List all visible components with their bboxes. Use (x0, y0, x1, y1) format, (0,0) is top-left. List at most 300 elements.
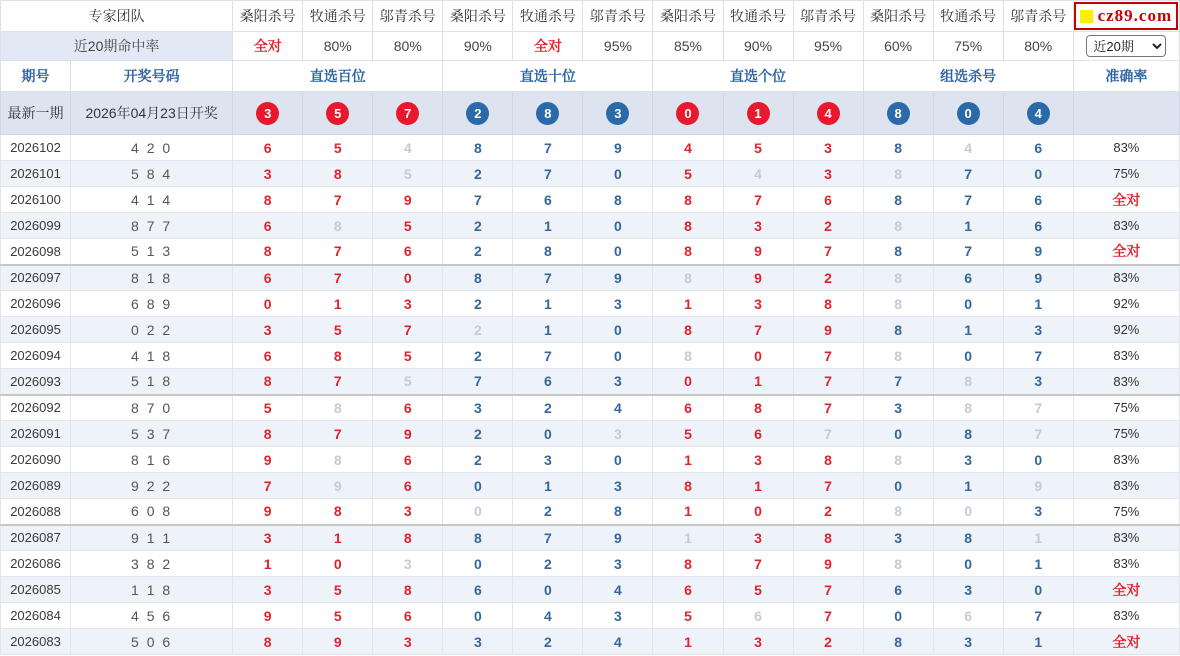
kill-number-cell: 1 (933, 317, 1003, 343)
kill-number-cell: 3 (933, 577, 1003, 603)
table-row (1, 447, 1180, 473)
kill-number-cell: 8 (653, 187, 723, 213)
accuracy-cell: 全对 (1073, 239, 1179, 265)
kill-number-cell: 8 (233, 629, 303, 655)
hit-rate-value: 60% (863, 32, 933, 61)
hit-rate-value: 80% (1003, 32, 1073, 61)
kill-number-cell: 6 (513, 369, 583, 395)
kill-number-cell: 8 (303, 343, 373, 369)
table-row (1, 629, 1180, 655)
kill-number-cell: 0 (443, 551, 513, 577)
kill-number-cell: 6 (1003, 213, 1073, 239)
accuracy-cell: 全对 (1073, 187, 1179, 213)
kill-number-cell: 4 (723, 161, 793, 187)
kill-number-cell: 0 (583, 343, 653, 369)
kill-number-cell: 8 (653, 343, 723, 369)
kill-number-cell: 5 (653, 161, 723, 187)
latest-ball-cell (373, 92, 443, 135)
kill-number-cell: 0 (233, 291, 303, 317)
draw-numbers-cell: 8 7 7 (71, 213, 233, 239)
period-cell: 2026084 (1, 603, 71, 629)
period-cell: 2026087 (1, 525, 71, 551)
kill-number-cell: 0 (513, 577, 583, 603)
latest-ball-cell (233, 92, 303, 135)
kill-number-cell: 8 (933, 525, 1003, 551)
kill-number-cell: 2 (513, 629, 583, 655)
kill-number-cell: 0 (583, 213, 653, 239)
kill-number-cell: 3 (233, 577, 303, 603)
kill-number-cell: 2 (443, 421, 513, 447)
logo-yellow-square-icon (1080, 10, 1093, 23)
kill-number-cell: 3 (583, 603, 653, 629)
kill-number-cell: 4 (513, 603, 583, 629)
kill-number-cell: 8 (513, 239, 583, 265)
kill-number-cell: 1 (513, 213, 583, 239)
kill-number-cell: 0 (863, 603, 933, 629)
kill-number-cell: 0 (723, 343, 793, 369)
kill-number-cell: 6 (1003, 135, 1073, 161)
kill-number-cell: 9 (373, 421, 443, 447)
section-units: 直选个位 (653, 61, 863, 92)
draw-numbers-cell: 5 3 7 (71, 421, 233, 447)
kill-number-cell: 7 (303, 369, 373, 395)
accuracy-cell: 75% (1073, 499, 1179, 525)
kill-number-cell: 9 (723, 239, 793, 265)
kill-number-cell: 8 (863, 265, 933, 291)
kill-number-cell: 8 (933, 369, 1003, 395)
kill-number-cell: 1 (1003, 551, 1073, 577)
kill-number-cell: 1 (233, 551, 303, 577)
kill-number-cell: 7 (793, 603, 863, 629)
kill-number-cell: 1 (1003, 629, 1073, 655)
latest-ball-cell (1003, 92, 1073, 135)
period-cell: 2026099 (1, 213, 71, 239)
kill-number-cell: 8 (443, 525, 513, 551)
draw-numbers-cell: 8 1 6 (71, 447, 233, 473)
draw-numbers-cell: 5 8 4 (71, 161, 233, 187)
kill-number-cell: 9 (233, 603, 303, 629)
expert-column-header: 牧通杀号 (933, 1, 1003, 32)
latest-ball-cell (723, 92, 793, 135)
kill-number-cell: 2 (793, 213, 863, 239)
kill-number-cell: 5 (303, 135, 373, 161)
hit-rate-value: 95% (583, 32, 653, 61)
period-cell: 2026085 (1, 577, 71, 603)
draw-ball: 3 (606, 102, 629, 125)
expert-team-label: 专家团队 (1, 1, 233, 32)
kill-number-cell: 9 (1003, 473, 1073, 499)
table-row (1, 551, 1180, 577)
accuracy-cell: 83% (1073, 135, 1179, 161)
kill-number-cell: 5 (303, 577, 373, 603)
kill-number-cell: 8 (863, 343, 933, 369)
kill-number-cell: 0 (303, 551, 373, 577)
kill-number-cell: 8 (233, 239, 303, 265)
kill-number-cell: 3 (373, 499, 443, 525)
accuracy-cell: 83% (1073, 473, 1179, 499)
kill-number-cell: 8 (653, 213, 723, 239)
kill-number-cell: 7 (793, 239, 863, 265)
kill-number-cell: 6 (373, 239, 443, 265)
period-cell: 2026088 (1, 499, 71, 525)
kill-number-cell: 8 (863, 135, 933, 161)
table-row (1, 369, 1180, 395)
kill-number-cell: 9 (793, 317, 863, 343)
table-row (1, 187, 1180, 213)
kill-number-cell: 1 (723, 369, 793, 395)
draw-ball: 8 (887, 102, 910, 125)
table-row (1, 265, 1180, 291)
draw-numbers-cell: 3 8 2 (71, 551, 233, 577)
kill-number-cell: 0 (583, 447, 653, 473)
kill-number-cell: 0 (443, 499, 513, 525)
table-row (1, 395, 1180, 421)
kill-number-cell: 2 (443, 317, 513, 343)
hit-rate-value: 95% (793, 32, 863, 61)
kill-number-cell: 8 (303, 395, 373, 421)
period-range-select[interactable] (1086, 35, 1166, 57)
draw-ball: 0 (676, 102, 699, 125)
kill-number-cell: 7 (513, 343, 583, 369)
site-logo[interactable] (1074, 2, 1178, 30)
kill-number-cell: 7 (933, 187, 1003, 213)
kill-number-cell: 5 (303, 603, 373, 629)
kill-number-cell: 5 (373, 369, 443, 395)
kill-number-cell: 7 (303, 239, 373, 265)
kill-number-cell: 8 (723, 395, 793, 421)
kill-number-cell: 6 (653, 395, 723, 421)
accuracy-cell: 全对 (1073, 629, 1179, 655)
kill-number-cell: 8 (303, 213, 373, 239)
period-cell: 2026094 (1, 343, 71, 369)
draw-numbers-cell: 6 8 9 (71, 291, 233, 317)
kill-number-cell: 8 (793, 291, 863, 317)
latest-ball-cell (653, 92, 723, 135)
period-cell: 2026086 (1, 551, 71, 577)
kill-number-cell: 7 (933, 239, 1003, 265)
kill-number-cell: 7 (233, 473, 303, 499)
kill-number-cell: 3 (793, 135, 863, 161)
kill-number-cell: 6 (373, 473, 443, 499)
kill-number-cell: 1 (653, 629, 723, 655)
accuracy-cell: 75% (1073, 161, 1179, 187)
kill-number-cell: 6 (373, 395, 443, 421)
expert-column-header: 牧通杀号 (723, 1, 793, 32)
kill-number-cell: 8 (863, 187, 933, 213)
kill-number-cell: 2 (443, 213, 513, 239)
kill-number-cell: 1 (303, 291, 373, 317)
kill-number-cell: 3 (373, 629, 443, 655)
kill-number-cell: 3 (793, 161, 863, 187)
kill-number-cell: 7 (793, 343, 863, 369)
kill-number-cell: 3 (373, 551, 443, 577)
kill-number-cell: 7 (793, 473, 863, 499)
kill-number-cell: 8 (653, 265, 723, 291)
latest-ball-cell (933, 92, 1003, 135)
kill-number-cell: 7 (1003, 603, 1073, 629)
accuracy-cell: 75% (1073, 395, 1179, 421)
kill-number-cell: 6 (933, 603, 1003, 629)
kill-number-cell: 7 (793, 577, 863, 603)
kill-number-cell: 3 (233, 161, 303, 187)
kill-number-cell: 3 (723, 213, 793, 239)
kill-number-cell: 8 (863, 239, 933, 265)
accuracy-cell: 83% (1073, 525, 1179, 551)
period-cell: 2026100 (1, 187, 71, 213)
kill-number-cell: 8 (303, 161, 373, 187)
kill-number-cell: 7 (793, 395, 863, 421)
kill-number-cell: 4 (583, 577, 653, 603)
kill-number-cell: 3 (723, 525, 793, 551)
kill-number-cell: 5 (653, 603, 723, 629)
kill-number-cell: 9 (303, 629, 373, 655)
kill-number-cell: 1 (653, 499, 723, 525)
kill-number-cell: 2 (793, 499, 863, 525)
draw-numbers-cell: 6 0 8 (71, 499, 233, 525)
latest-ball-cell (303, 92, 373, 135)
table-row (1, 213, 1180, 239)
period-cell: 2026098 (1, 239, 71, 265)
expert-column-header: 桑阳杀号 (233, 1, 303, 32)
latest-draw-date: 2026年04月23日开奖 (71, 92, 233, 135)
draw-ball: 1 (747, 102, 770, 125)
period-cell: 2026091 (1, 421, 71, 447)
kill-number-cell: 7 (303, 265, 373, 291)
kill-number-cell: 7 (513, 265, 583, 291)
kill-number-cell: 9 (723, 265, 793, 291)
kill-number-cell: 1 (933, 213, 1003, 239)
kill-number-cell: 8 (793, 525, 863, 551)
hit-rate-row (1, 32, 1180, 61)
kill-number-cell: 9 (303, 473, 373, 499)
hit-rate-value: 80% (373, 32, 443, 61)
kill-number-cell: 2 (793, 629, 863, 655)
table-row (1, 343, 1180, 369)
kill-number-cell: 9 (583, 265, 653, 291)
kill-number-cell: 9 (583, 525, 653, 551)
accuracy-cell: 92% (1073, 291, 1179, 317)
expert-column-header: 邬青杀号 (793, 1, 863, 32)
kill-number-cell: 3 (723, 447, 793, 473)
latest-ball-cell (863, 92, 933, 135)
kill-number-cell: 8 (233, 421, 303, 447)
draw-ball: 7 (396, 102, 419, 125)
hit-rate-value: 90% (723, 32, 793, 61)
table-row (1, 291, 1180, 317)
kill-number-cell: 2 (443, 239, 513, 265)
kill-number-cell: 6 (373, 447, 443, 473)
table-row (1, 525, 1180, 551)
draw-numbers-cell: 0 2 2 (71, 317, 233, 343)
kill-number-cell: 7 (513, 135, 583, 161)
table-row (1, 421, 1180, 447)
kill-number-cell: 6 (443, 577, 513, 603)
kill-number-cell: 8 (303, 447, 373, 473)
draw-ball: 0 (957, 102, 980, 125)
kill-number-cell: 9 (233, 447, 303, 473)
kill-number-cell: 3 (1003, 369, 1073, 395)
kill-number-cell: 6 (863, 577, 933, 603)
kill-number-cell: 7 (793, 421, 863, 447)
latest-ball-cell (583, 92, 653, 135)
draw-numbers-cell: 1 1 8 (71, 577, 233, 603)
col-header-period: 期号 (1, 61, 71, 92)
kill-number-cell: 7 (863, 369, 933, 395)
kill-number-cell: 3 (723, 629, 793, 655)
period-cell: 2026096 (1, 291, 71, 317)
kill-number-cell: 3 (933, 447, 1003, 473)
kill-number-cell: 9 (233, 499, 303, 525)
table-row (1, 499, 1180, 525)
col-header-numbers: 开奖号码 (71, 61, 233, 92)
kill-number-cell: 2 (513, 551, 583, 577)
kill-number-cell: 7 (1003, 343, 1073, 369)
kill-number-cell: 8 (863, 447, 933, 473)
kill-number-cell: 9 (1003, 239, 1073, 265)
hit-rate-value: 全对 (233, 32, 303, 61)
period-cell: 2026102 (1, 135, 71, 161)
section-tens: 直选十位 (443, 61, 653, 92)
kill-number-cell: 7 (443, 187, 513, 213)
kill-number-cell: 9 (583, 135, 653, 161)
kill-number-cell: 5 (653, 421, 723, 447)
kill-number-cell: 8 (373, 525, 443, 551)
kill-number-cell: 7 (793, 369, 863, 395)
kill-number-cell: 0 (443, 603, 513, 629)
kill-number-cell: 3 (863, 395, 933, 421)
latest-ball-cell (513, 92, 583, 135)
kill-number-cell: 4 (933, 135, 1003, 161)
kill-number-cell: 8 (863, 629, 933, 655)
expert-column-header: 桑阳杀号 (443, 1, 513, 32)
draw-ball: 3 (256, 102, 279, 125)
accuracy-cell: 83% (1073, 447, 1179, 473)
kill-number-cell: 3 (1003, 317, 1073, 343)
kill-number-cell: 1 (653, 525, 723, 551)
kill-number-cell: 3 (1003, 499, 1073, 525)
accuracy-cell: 全对 (1073, 577, 1179, 603)
hit-rate-value: 85% (653, 32, 723, 61)
latest-label: 最新一期 (1, 92, 71, 135)
kill-number-cell: 8 (793, 447, 863, 473)
kill-number-cell: 8 (233, 369, 303, 395)
kill-number-cell: 3 (723, 291, 793, 317)
section-group: 组选杀号 (863, 61, 1073, 92)
kill-number-cell: 4 (583, 395, 653, 421)
kill-number-cell: 3 (863, 525, 933, 551)
hit-rate-value: 75% (933, 32, 1003, 61)
table-row (1, 239, 1180, 265)
kill-number-cell: 9 (373, 187, 443, 213)
expert-column-header: 牧通杀号 (513, 1, 583, 32)
kill-number-cell: 6 (233, 135, 303, 161)
kill-number-cell: 9 (793, 551, 863, 577)
kill-number-cell: 3 (933, 629, 1003, 655)
kill-number-cell: 0 (653, 369, 723, 395)
kill-number-cell: 0 (443, 473, 513, 499)
kill-number-cell: 8 (653, 317, 723, 343)
draw-numbers-cell: 9 1 1 (71, 525, 233, 551)
kill-number-cell: 8 (303, 499, 373, 525)
range-select-cell (1073, 32, 1179, 61)
expert-header-row (1, 1, 1180, 32)
kill-number-cell: 8 (863, 317, 933, 343)
kill-number-cell: 8 (443, 265, 513, 291)
expert-column-header: 桑阳杀号 (863, 1, 933, 32)
kill-number-cell: 3 (373, 291, 443, 317)
kill-number-cell: 0 (933, 343, 1003, 369)
kill-number-cell: 1 (513, 317, 583, 343)
kill-number-cell: 0 (1003, 447, 1073, 473)
draw-numbers-cell: 5 1 3 (71, 239, 233, 265)
draw-numbers-cell: 4 1 8 (71, 343, 233, 369)
kill-number-cell: 6 (723, 603, 793, 629)
kill-number-cell: 5 (373, 343, 443, 369)
kill-number-cell: 0 (1003, 161, 1073, 187)
hit-rate-value: 80% (303, 32, 373, 61)
latest-ball-cell (443, 92, 513, 135)
kill-number-cell: 2 (443, 343, 513, 369)
draw-numbers-cell: 4 5 6 (71, 603, 233, 629)
table-row (1, 161, 1180, 187)
accuracy-cell: 75% (1073, 421, 1179, 447)
accuracy-cell: 83% (1073, 551, 1179, 577)
kill-number-cell: 8 (233, 187, 303, 213)
kill-number-cell: 0 (583, 239, 653, 265)
kill-number-cell: 8 (863, 291, 933, 317)
draw-numbers-cell: 5 0 6 (71, 629, 233, 655)
kill-number-cell: 1 (513, 291, 583, 317)
kill-number-cell: 6 (373, 603, 443, 629)
kill-number-cell: 7 (443, 369, 513, 395)
expert-column-header: 邬青杀号 (583, 1, 653, 32)
kill-number-cell: 3 (443, 629, 513, 655)
kill-number-cell: 8 (583, 187, 653, 213)
kill-number-cell: 6 (233, 265, 303, 291)
accuracy-cell: 83% (1073, 213, 1179, 239)
accuracy-cell: 83% (1073, 369, 1179, 395)
kill-number-cell: 6 (723, 421, 793, 447)
latest-ball-cell (793, 92, 863, 135)
kill-number-cell: 8 (863, 161, 933, 187)
col-header-accuracy: 准确率 (1073, 61, 1179, 92)
kill-number-cell: 3 (583, 421, 653, 447)
kill-number-cell: 7 (303, 421, 373, 447)
draw-ball: 5 (326, 102, 349, 125)
kill-number-cell: 8 (933, 395, 1003, 421)
kill-number-cell: 1 (933, 473, 1003, 499)
draw-numbers-cell: 4 1 4 (71, 187, 233, 213)
kill-number-cell: 2 (443, 161, 513, 187)
kill-number-cell: 3 (583, 369, 653, 395)
logo-text: cz89.com (1097, 6, 1173, 25)
kill-number-cell: 9 (1003, 265, 1073, 291)
kill-number-cell: 0 (933, 551, 1003, 577)
kill-number-cell: 4 (653, 135, 723, 161)
period-cell: 2026101 (1, 161, 71, 187)
kill-number-cell: 2 (513, 395, 583, 421)
hit-rate-value: 90% (443, 32, 513, 61)
draw-ball: 4 (817, 102, 840, 125)
hit-rate-label: 近20期命中率 (1, 32, 233, 61)
draw-numbers-cell: 5 1 8 (71, 369, 233, 395)
kill-number-cell: 0 (933, 291, 1003, 317)
kill-number-cell: 3 (583, 551, 653, 577)
table-row (1, 135, 1180, 161)
kill-number-cell: 6 (793, 187, 863, 213)
kill-number-cell: 3 (513, 447, 583, 473)
draw-numbers-cell: 8 1 8 (71, 265, 233, 291)
